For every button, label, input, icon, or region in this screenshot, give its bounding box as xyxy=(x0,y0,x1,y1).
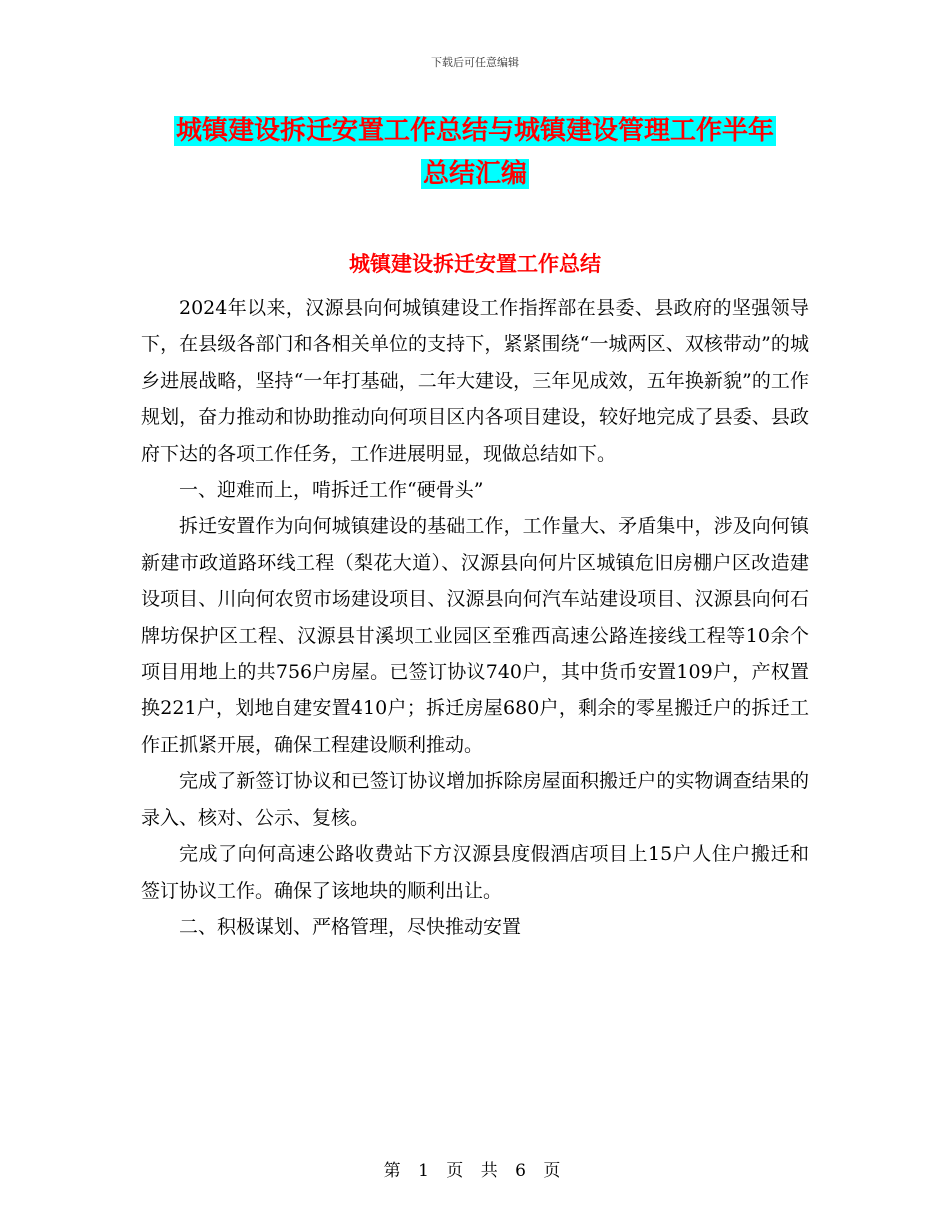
heading-part-one: 一、迎难而上，啃拆迁工作“硬骨头” xyxy=(179,479,484,502)
heading-part-two: 二、积极谋划、严格管理，尽快推动安置 xyxy=(179,915,522,938)
paragraph-survey: 完成了新签订协议和已签订协议增加拆除房屋面积搬迁户的实物调查结果的录入、核对、公示、复核。 xyxy=(141,770,809,829)
document-title xyxy=(0,110,950,196)
paragraph-demolition: 拆迁安置作为向何城镇建设的基础工作，工作量大、矛盾集中，涉及向何镇新建市政道路环线工程（梨花大道）、汉源县向何片区城镇危旧房棚户区改造建设项目、川向何农贸市场建设项目、汉源县向何汽车站建设项目、汉源县向何石牌坊保护区工程、汉源县甘溪坝工业园区至雅西高速公路连接线工程等10余个项目用地上的共756户房屋。已签订协议740户，其中货币安置109户，产权置换221户，划地自建安置410户；拆迁房屋680户，剩余的零星搬迁户的拆迁工作正抓紧开展，确保工程建设顺利推动。 xyxy=(141,515,809,756)
section-title: 城镇建设拆迁安置工作总结 xyxy=(349,252,601,276)
paragraph-intro: 2024年以来，汉源县向何城镇建设工作指挥部在县委、县政府的坚强领导下，在县级各部门和各相关单位的支持下，紧紧围绕“一城两区、双核带动”的城乡进展战略，坚持“一年打基础，二年大建设，三年见成效，五年换新貌”的工作规划，奋力推动和协助推动向何项目区内各项目建设，较好地完成了县委、县政府下达的各项工作任务，工作进展明显，现做总结如下。 xyxy=(141,297,809,465)
title-line-1: 城镇建设拆迁安置工作总结与城镇建设管理工作半年 xyxy=(175,116,774,146)
document-body xyxy=(141,290,809,945)
page-header-note: 下载后可任意编辑 xyxy=(431,56,519,69)
page-footer: 第 1 页 共 6 页 xyxy=(383,1161,567,1181)
title-line-2: 总结汇编 xyxy=(422,159,527,189)
paragraph-relocation: 完成了向何高速公路收费站下方汉源县度假酒店项目上15户人住户搬迁和签订协议工作。确保了该地块的顺利出让。 xyxy=(141,843,809,902)
